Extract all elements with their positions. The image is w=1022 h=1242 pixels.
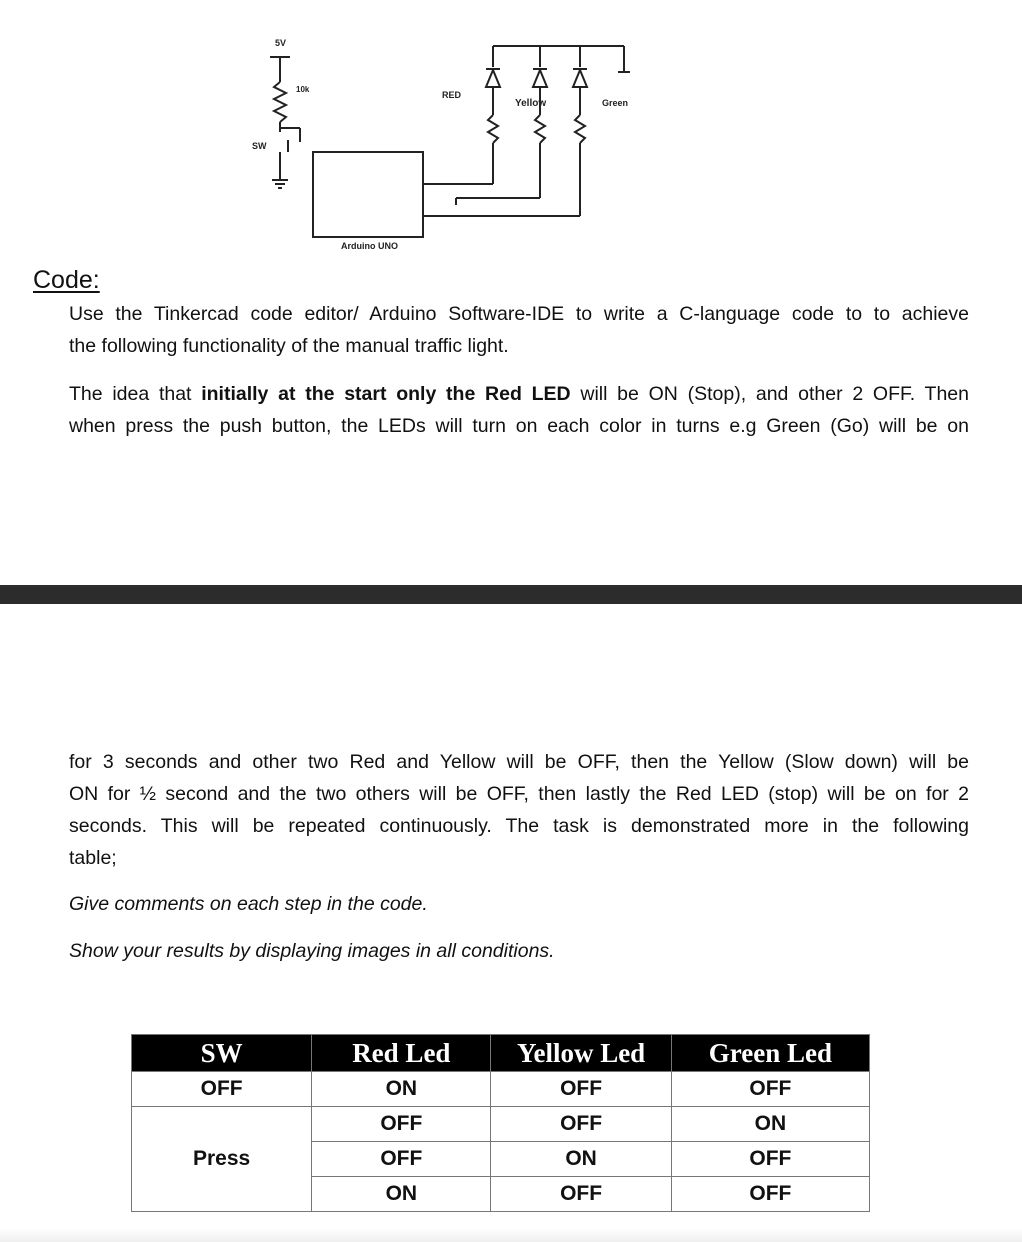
header-sw: SW — [132, 1035, 312, 1072]
cell-green: OFF — [671, 1177, 869, 1212]
label-10k: 10k — [296, 85, 310, 94]
intro-paragraph — [69, 298, 969, 362]
note-results: Show your results by displaying images in all conditions. — [69, 940, 555, 962]
cell-yellow: OFF — [491, 1107, 671, 1142]
circuit-schematic — [0, 0, 1022, 260]
continuation-line: seconds. This will be repeated continuously. The task is demonstrated more in the following — [69, 815, 969, 837]
intro-line: Use the Tinkercad code editor/ Arduino Software-IDE to write a C-language code to to achieve — [69, 303, 969, 325]
label-sw: SW — [252, 141, 267, 151]
cell-red: OFF — [312, 1107, 491, 1142]
cell-yellow: OFF — [491, 1072, 671, 1107]
label-arduino: Arduino UNO — [341, 241, 398, 251]
label-red: RED — [442, 90, 462, 100]
cell-red: OFF — [312, 1142, 491, 1177]
label-yellow: Yellow — [515, 98, 547, 109]
idea-suffix: will be ON (Stop), and other 2 OFF. Then — [570, 383, 969, 405]
header-yellow: Yellow Led — [491, 1035, 671, 1072]
header-red: Red Led — [312, 1035, 491, 1072]
table-row — [132, 1072, 870, 1107]
cell-yellow: OFF — [491, 1177, 671, 1212]
continuation-line: table; — [69, 847, 117, 869]
page-divider — [0, 585, 1022, 604]
table-header-row — [132, 1035, 870, 1072]
intro-line: the following functionality of the manual traffic light. — [69, 335, 509, 357]
cell-sw-press: Press — [132, 1107, 312, 1212]
page-bottom-edge — [0, 1228, 1022, 1242]
label-5v: 5V — [275, 38, 287, 48]
cell-yellow: ON — [491, 1142, 671, 1177]
cell-green: ON — [671, 1107, 869, 1142]
cell-green: OFF — [671, 1142, 869, 1177]
code-heading: Code: — [33, 266, 100, 294]
note-comments: Give comments on each step in the code. — [69, 893, 428, 915]
table-row — [132, 1107, 870, 1142]
cell-sw: OFF — [132, 1072, 312, 1107]
continuation-line: ON for ½ second and the two others will be OFF, then lastly the Red LED (stop) will be on for 2 — [69, 783, 969, 805]
header-green: Green Led — [671, 1035, 869, 1072]
label-green: Green — [602, 98, 629, 108]
idea-line: when press the push button, the LEDs will turn on each color in turns e.g Green (Go) will be on — [69, 415, 969, 437]
idea-highlight: initially at the start only the Red LED — [201, 383, 571, 405]
idea-prefix: The idea that — [69, 383, 202, 405]
idea-line — [69, 378, 969, 410]
continuation-paragraph — [69, 746, 969, 874]
cell-red: ON — [312, 1177, 491, 1212]
cell-red: ON — [312, 1072, 491, 1107]
idea-paragraph — [69, 378, 969, 442]
cell-green: OFF — [671, 1072, 869, 1107]
continuation-line: for 3 seconds and other two Red and Yellow will be OFF, then the Yellow (Slow down) will be — [69, 751, 969, 773]
led-state-table — [131, 1034, 870, 1212]
